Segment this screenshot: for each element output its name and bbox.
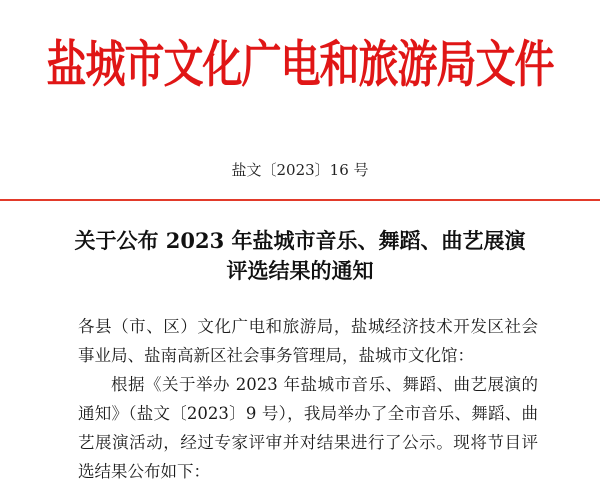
addressee-paragraph: 各县（市、区）文化广电和旅游局，盐城经济技术开发区社会事业局、盐南高新区社会事务管理局，盐城市文化馆： — [78, 317, 538, 365]
body-paragraph-1: 根据《关于举办 2023 年盐城市音乐、舞蹈、曲艺展演的通知》（盐文〔2023〕9 号），我局举办了全市音乐、舞蹈、曲艺展演活动，经过专家评审并对结果进行了公示。现将节目评选结果公布如下： — [78, 375, 538, 481]
notice-title — [30, 226, 570, 286]
masthead-title: 盐城市文化广电和旅游局文件 — [46, 36, 554, 94]
notice-title-line-2: 评选结果的通知 — [226, 258, 374, 283]
red-separator-rule — [0, 199, 600, 201]
notice-title-line-1: 关于公布 2023 年盐城市音乐、舞蹈、曲艺展演 — [74, 228, 526, 253]
notice-body — [78, 312, 538, 486]
document-number: 盐文〔2023〕16 号 — [231, 161, 369, 179]
